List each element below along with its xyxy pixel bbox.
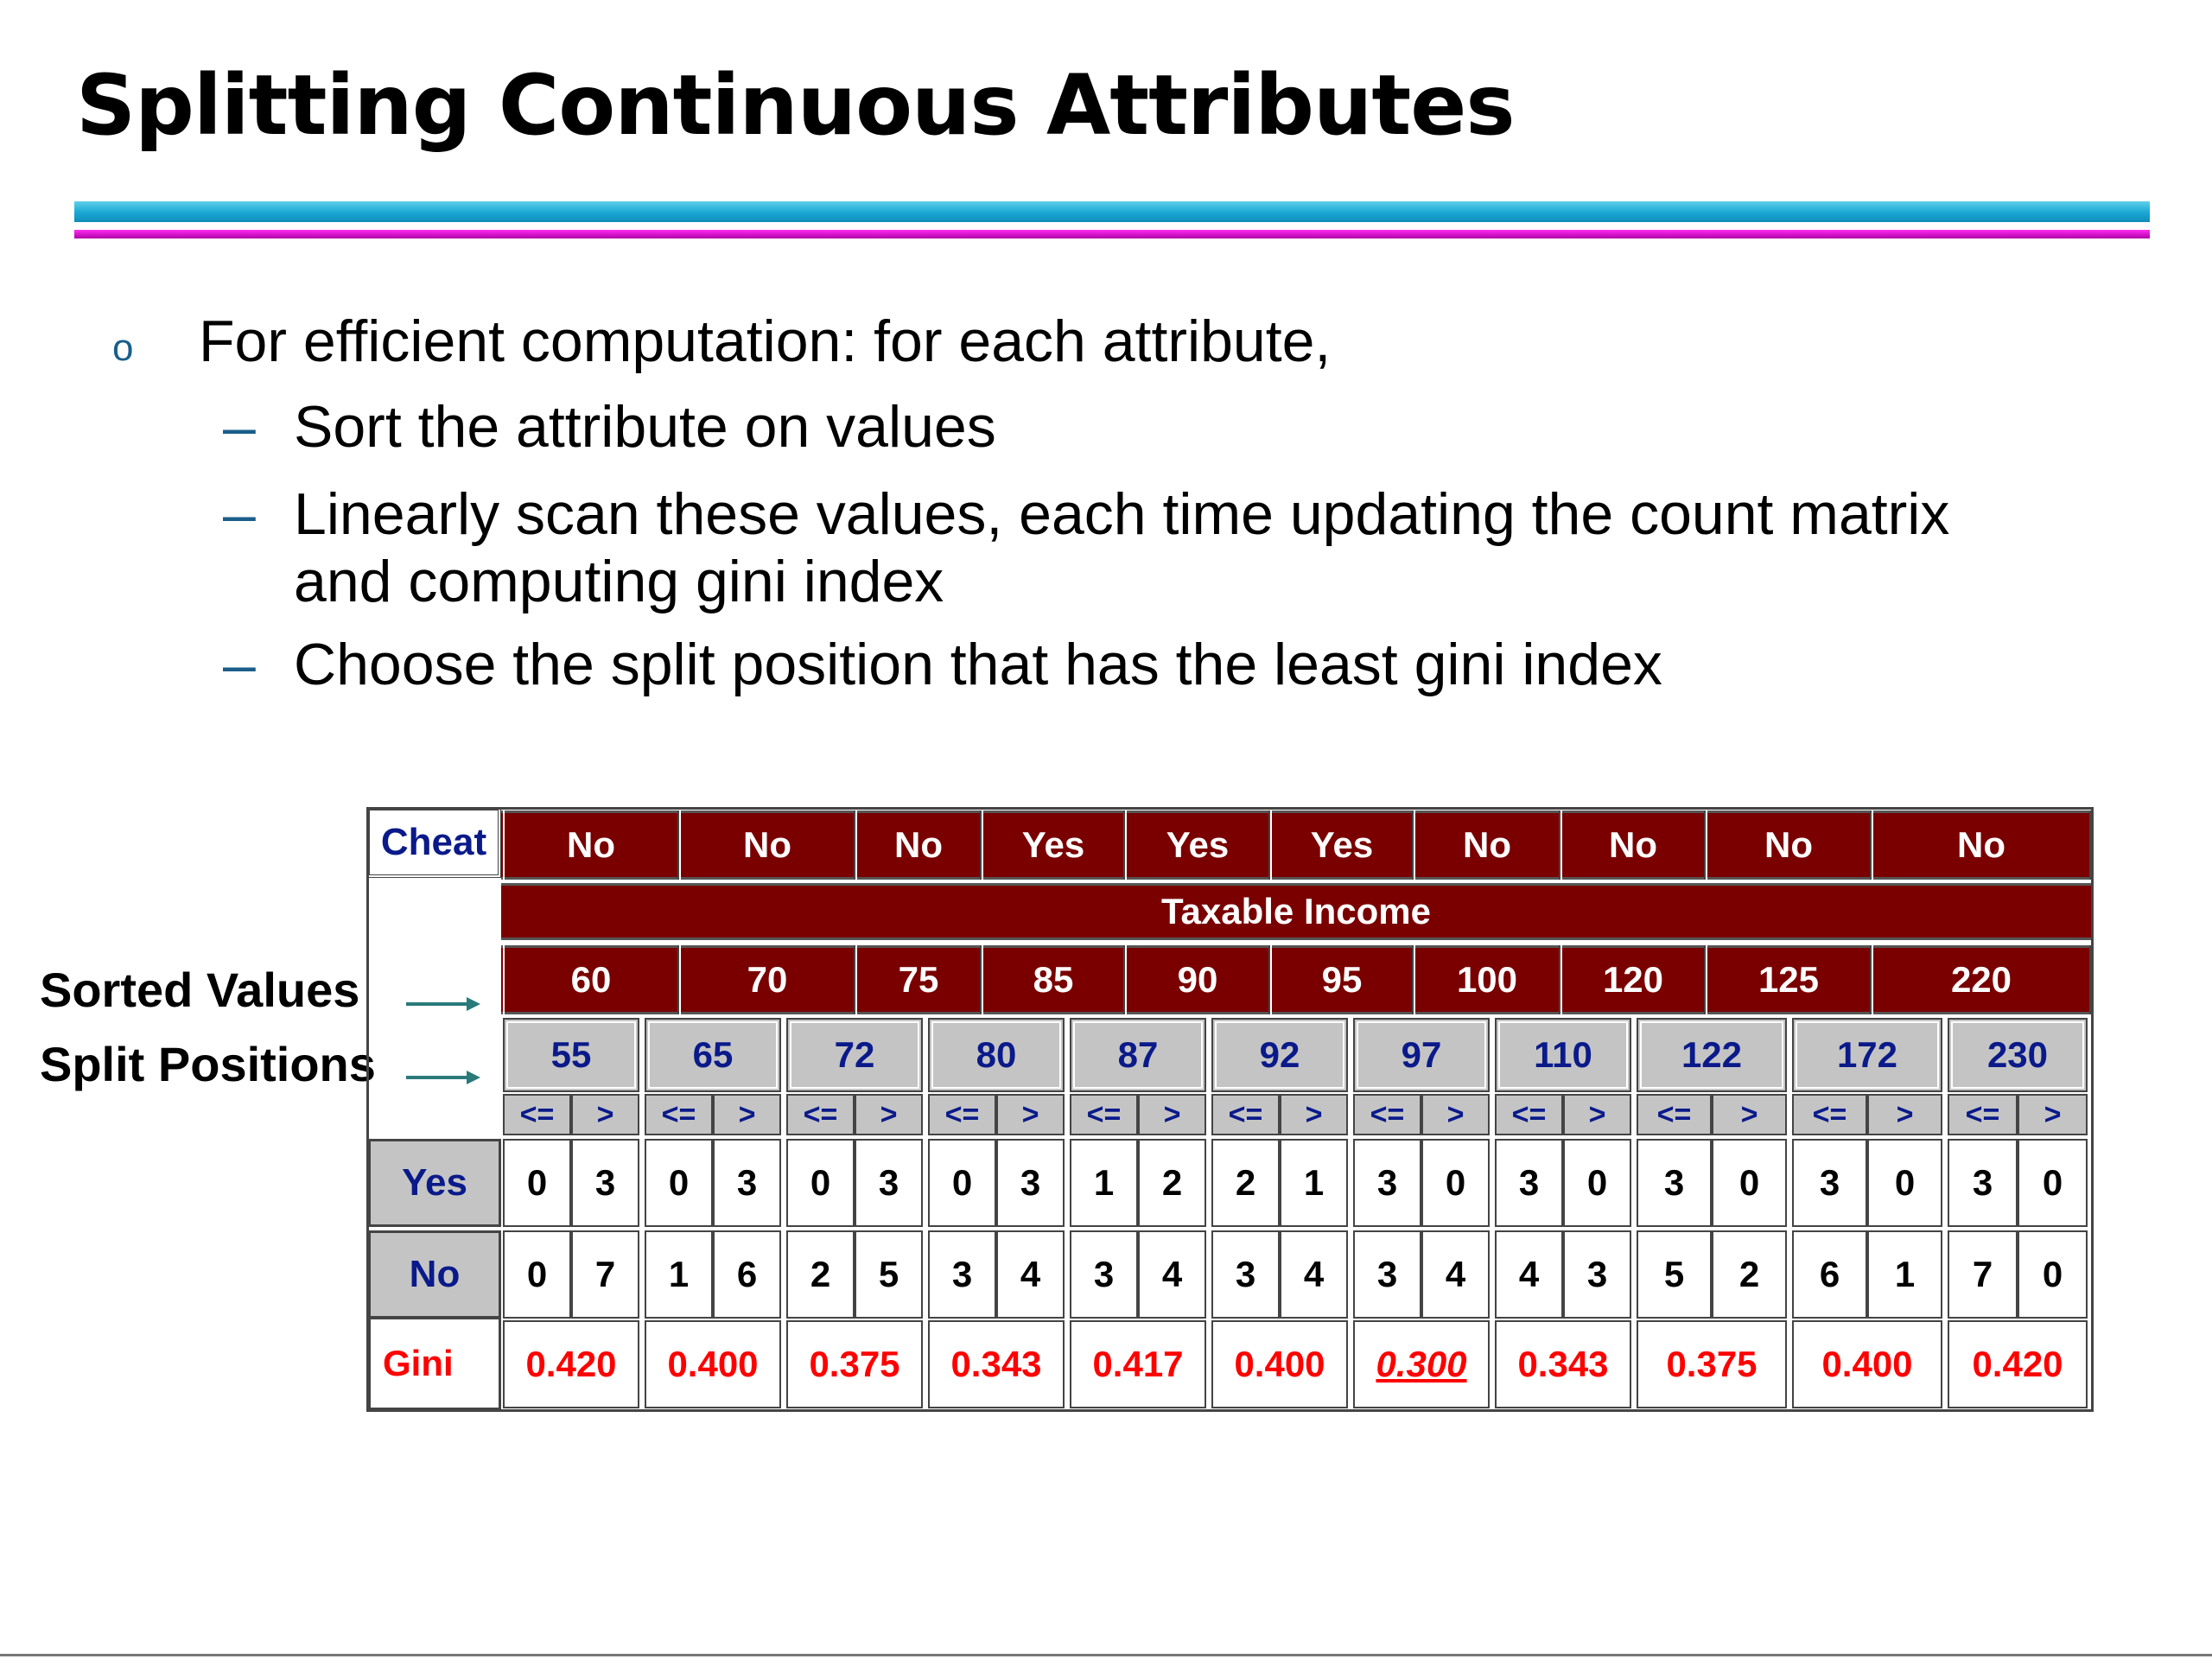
operator-le-cell: <= [1353,1094,1421,1135]
count-cell: 0 [2018,1230,2088,1319]
count-cell: 0 [1712,1139,1787,1227]
count-cell: 5 [1637,1230,1712,1319]
count-cell: 2 [1138,1139,1206,1227]
sorted-value-cell: 70 [679,945,855,1014]
count-cell: 0 [1421,1139,1490,1227]
split-position-cell: 92 [1211,1018,1348,1092]
sorted-value-cell: 85 [982,945,1125,1014]
count-cell: 3 [571,1139,639,1227]
count-cell: 3 [1792,1139,1867,1227]
split-position-cell: 97 [1353,1018,1490,1092]
operator-gt-cell: > [1563,1094,1631,1135]
count-cell: 4 [996,1230,1065,1319]
operator-gt-cell: > [1138,1094,1206,1135]
count-cell: 4 [1280,1230,1348,1319]
count-cell: 3 [1353,1230,1421,1319]
sub-bullet-text: Sort the attribute on values [294,394,996,460]
sub-bullet-dash: – [223,481,256,547]
gini-label: Gini [368,1317,501,1410]
operator-gt-cell: > [1867,1094,1942,1135]
operator-le-cell: <= [928,1094,996,1135]
split-position-cell: 80 [928,1018,1065,1092]
count-cell: 3 [1563,1230,1631,1319]
count-cell: 2 [1211,1139,1280,1227]
count-cell: 3 [1070,1230,1138,1319]
operator-gt-cell: > [855,1094,923,1135]
operator-le-cell: <= [786,1094,855,1135]
sorted-value-cell: 120 [1560,945,1706,1014]
count-cell: 3 [1211,1230,1280,1319]
sorted-value-cell: 125 [1706,945,1872,1014]
count-cell: 1 [1867,1230,1942,1319]
operator-gt-cell: > [1421,1094,1490,1135]
footer-line [0,1654,2212,1656]
count-cell: 5 [855,1230,923,1319]
title-rule-magenta [74,230,2150,238]
operator-gt-cell: > [2018,1094,2088,1135]
attribute-header: Taxable Income [501,883,2091,940]
gini-value-cell: 0.420 [1948,1320,2088,1408]
count-cell: 3 [713,1139,781,1227]
count-cell: 6 [713,1230,781,1319]
split-position-cell: 230 [1948,1018,2088,1092]
operator-le-cell: <= [1211,1094,1280,1135]
cheat-value-cell: Yes [982,810,1125,880]
operator-gt-cell: > [571,1094,639,1135]
count-cell: 0 [2018,1139,2088,1227]
arrow-right-icon [406,1067,480,1088]
count-cell: 0 [1867,1139,1942,1227]
count-cell: 2 [1712,1230,1787,1319]
sorted-value-cell: 90 [1125,945,1270,1014]
sub-bullet-dash: – [223,394,256,460]
operator-gt-cell: > [713,1094,781,1135]
arrow-right-icon [406,994,480,1014]
count-cell: 0 [503,1230,571,1319]
gini-value-cell: 0.343 [1495,1320,1631,1408]
count-cell: 1 [1070,1139,1138,1227]
cheat-value-cell: No [1560,810,1706,880]
count-cell: 0 [786,1139,855,1227]
count-cell: 0 [928,1139,996,1227]
gini-value-cell: 0.375 [786,1320,923,1408]
sorted-value-cell: 220 [1872,945,2091,1014]
split-positions-label: Split Positions [40,1037,376,1091]
split-position-cell: 122 [1637,1018,1787,1092]
cheat-value-cell: No [679,810,855,880]
count-cell: 0 [1563,1139,1631,1227]
sub-bullet-text: Linearly scan these values, each time updating the count matrix and computing gini index [294,481,1950,614]
split-position-cell: 65 [645,1018,781,1092]
operator-gt-cell: > [1280,1094,1348,1135]
sorted-value-cell: 100 [1414,945,1560,1014]
sorted-value-cell: 60 [503,945,679,1014]
split-position-cell: 172 [1792,1018,1942,1092]
count-cell: 7 [1948,1230,2018,1319]
split-position-cell: 55 [503,1018,639,1092]
count-cell: 3 [928,1230,996,1319]
gini-value-cell: 0.400 [1211,1320,1348,1408]
count-cell: 3 [1353,1139,1421,1227]
count-cell: 7 [571,1230,639,1319]
count-cell: 0 [503,1139,571,1227]
cheat-value-cell: No [855,810,982,880]
cheat-value-cell: No [1414,810,1560,880]
gini-value-cell: 0.417 [1070,1320,1206,1408]
cheat-value-cell: No [1872,810,2091,880]
sub-bullet-dash: – [223,632,256,697]
count-cell: 4 [1495,1230,1563,1319]
operator-le-cell: <= [503,1094,571,1135]
count-cell: 3 [996,1139,1065,1227]
count-cell: 0 [645,1139,713,1227]
operator-le-cell: <= [1070,1094,1138,1135]
slide-title: Splitting Continuous Attributes [76,57,1515,154]
count-cell: 3 [1637,1139,1712,1227]
operator-le-cell: <= [1948,1094,2018,1135]
cheat-value-cell: Yes [1270,810,1414,880]
gini-value-cell: 0.300 [1353,1320,1490,1408]
gini-value-cell: 0.400 [1792,1320,1942,1408]
split-position-cell: 87 [1070,1018,1206,1092]
gini-value-cell: 0.420 [503,1320,639,1408]
count-cell: 1 [645,1230,713,1319]
operator-le-cell: <= [1495,1094,1563,1135]
sorted-value-cell: 75 [855,945,982,1014]
operator-gt-cell: > [996,1094,1065,1135]
split-position-cell: 110 [1495,1018,1631,1092]
cheat-value-cell: No [1706,810,1872,880]
main-bullet-text: For efficient computation: for each attribute, [199,308,1332,374]
sub-bullet-text: Choose the split position that has the least gini index [294,632,1662,697]
gini-value-cell: 0.375 [1637,1320,1787,1408]
count-cell: 3 [1495,1139,1563,1227]
operator-gt-cell: > [1712,1094,1787,1135]
class-row-label: Yes [368,1139,501,1227]
count-cell: 1 [1280,1139,1348,1227]
sorted-values-label: Sorted Values [40,963,360,1017]
title-rule-cyan [74,201,2150,222]
count-cell: 3 [1948,1139,2018,1227]
count-cell: 3 [855,1139,923,1227]
count-cell: 4 [1138,1230,1206,1319]
cheat-value-cell: No [503,810,679,880]
count-cell: 4 [1421,1230,1490,1319]
bullet-marker: o [112,327,134,369]
count-cell: 2 [786,1230,855,1319]
operator-le-cell: <= [1792,1094,1867,1135]
cheat-header: Cheat [366,807,501,878]
operator-le-cell: <= [645,1094,713,1135]
gini-value-cell: 0.400 [645,1320,781,1408]
class-row-label: No [368,1230,501,1319]
count-cell: 6 [1792,1230,1867,1319]
operator-le-cell: <= [1637,1094,1712,1135]
gini-value-cell: 0.343 [928,1320,1065,1408]
cheat-value-cell: Yes [1125,810,1270,880]
split-position-cell: 72 [786,1018,923,1092]
sorted-value-cell: 95 [1270,945,1414,1014]
